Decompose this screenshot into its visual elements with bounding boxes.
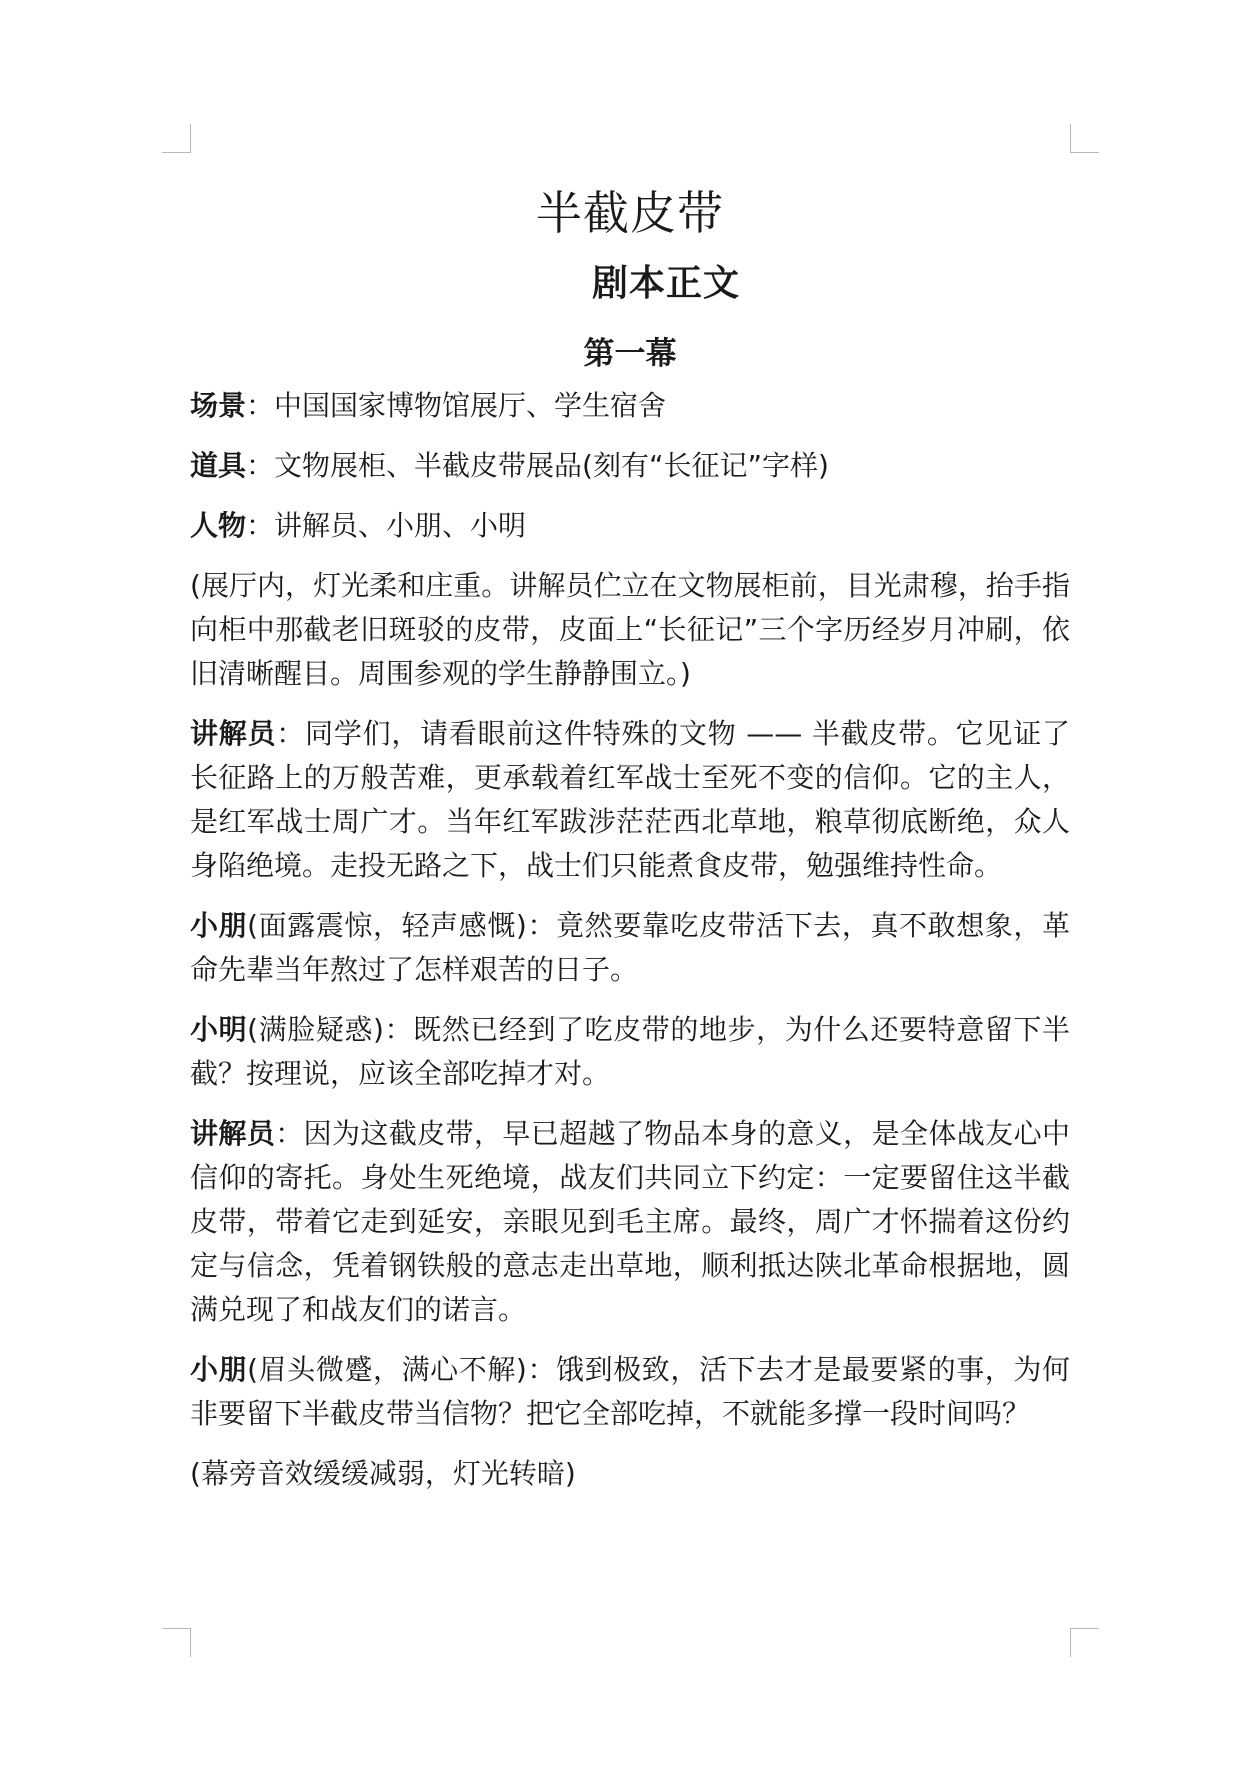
meta-props — [190, 444, 1070, 488]
speaker-name: 小朋 — [190, 909, 248, 942]
dialogue-text: 同学们，请看眼前这件特殊的文物 —— 半截皮带。它见证了长征路上的万般苦难，更承载着红军战士至死不变的信仰。它的主人，是红军战士周广才。当年红军跋涉茫茫西北草地，粮草彻底断绝，众人身陷绝境。走投无路之下，战士们只能煮食皮带，勉强维持性命。 — [190, 717, 1070, 882]
speaker-name: 小明 — [190, 1013, 248, 1046]
dialogue-line — [190, 1112, 1070, 1332]
dialogue-line — [190, 1348, 1070, 1436]
meta-characters-sep: ： — [246, 509, 275, 542]
dialogue-sep: ： — [526, 1353, 557, 1386]
page-corner-mark-bottom-left — [162, 1628, 191, 1657]
meta-props-label: 道具 — [190, 449, 247, 482]
dialogue-text: 饿到极致，活下去才是最要紧的事，为何非要留下半截皮带当信物？把它全部吃掉，不就能多撑一段时间吗？ — [190, 1353, 1070, 1430]
dialogue-sep: ： — [526, 909, 557, 942]
meta-props-sep: ： — [246, 449, 275, 482]
meta-characters-text: 讲解员、小朋、小明 — [274, 509, 527, 542]
page-corner-mark-top-left — [162, 124, 191, 153]
meta-scene — [190, 384, 1070, 428]
dialogue-line — [190, 1008, 1070, 1096]
stage-direction-opening: (展厅内，灯光柔和庄重。讲解员伫立在文物展柜前，目光肃穆，抬手指向柜中那截老旧斑驳的皮带，皮面上“长征记”三个字历经岁月冲刷，依旧清晰醒目。周围参观的学生静静围立。) — [190, 569, 1070, 690]
dialogue-text: 因为这截皮带，早已超越了物品本身的意义，是全体战友心中信仰的寄托。身处生死绝境，战友们共同立下约定：一定要留住这半截皮带，带着它走到延安，亲眼见到毛主席。最终，周广才怀揣着这份约定与信念，凭着钢铁般的意志走出草地，顺利抵达陕北革命根据地，圆满兑现了和战友们的诺言。 — [190, 1117, 1070, 1326]
document-title: 半截皮带 — [536, 186, 724, 240]
speaker-name: 讲解员 — [190, 1117, 276, 1150]
speaker-name: 小朋 — [190, 1353, 248, 1386]
dialogue-text: 既然已经到了吃皮带的地步，为什么还要特意留下半截？按理说，应该全部吃掉才对。 — [190, 1013, 1070, 1090]
act-heading: 第一幕 — [583, 336, 677, 372]
stage-direction-closing: (幕旁音效缓缓减弱，灯光转暗) — [190, 1457, 576, 1490]
dialogue-sep: ： — [276, 717, 306, 750]
dialogue-sep: ： — [383, 1013, 414, 1046]
page-corner-mark-top-right — [1070, 124, 1099, 153]
meta-scene-text: 中国国家博物馆展厅、学生宿舍 — [274, 389, 667, 422]
meta-characters-label: 人物 — [190, 509, 247, 542]
meta-scene-sep: ： — [246, 389, 275, 422]
meta-props-text: 文物展柜、半截皮带展品(刻有“长征记”字样) — [274, 449, 829, 482]
page-corner-mark-bottom-right — [1070, 1628, 1099, 1657]
speaker-direction: (面露震惊，轻声感慨) — [247, 909, 527, 942]
document-page — [190, 172, 1070, 1512]
dialogue-line — [190, 904, 1070, 992]
meta-scene-label: 场景 — [190, 389, 247, 422]
speaker-direction: (眉头微蹙，满心不解) — [247, 1353, 527, 1386]
meta-characters — [190, 504, 1070, 548]
dialogue-text: 竟然要靠吃皮带活下去，真不敢想象，革命先辈当年熬过了怎样艰苦的日子。 — [190, 909, 1070, 986]
speaker-direction: (满脸疑惑) — [247, 1013, 384, 1046]
document-subtitle: 剧本正文 — [591, 263, 740, 304]
speaker-name: 讲解员 — [190, 717, 277, 750]
dialogue-line — [190, 712, 1070, 888]
dialogue-sep: ： — [275, 1117, 304, 1150]
